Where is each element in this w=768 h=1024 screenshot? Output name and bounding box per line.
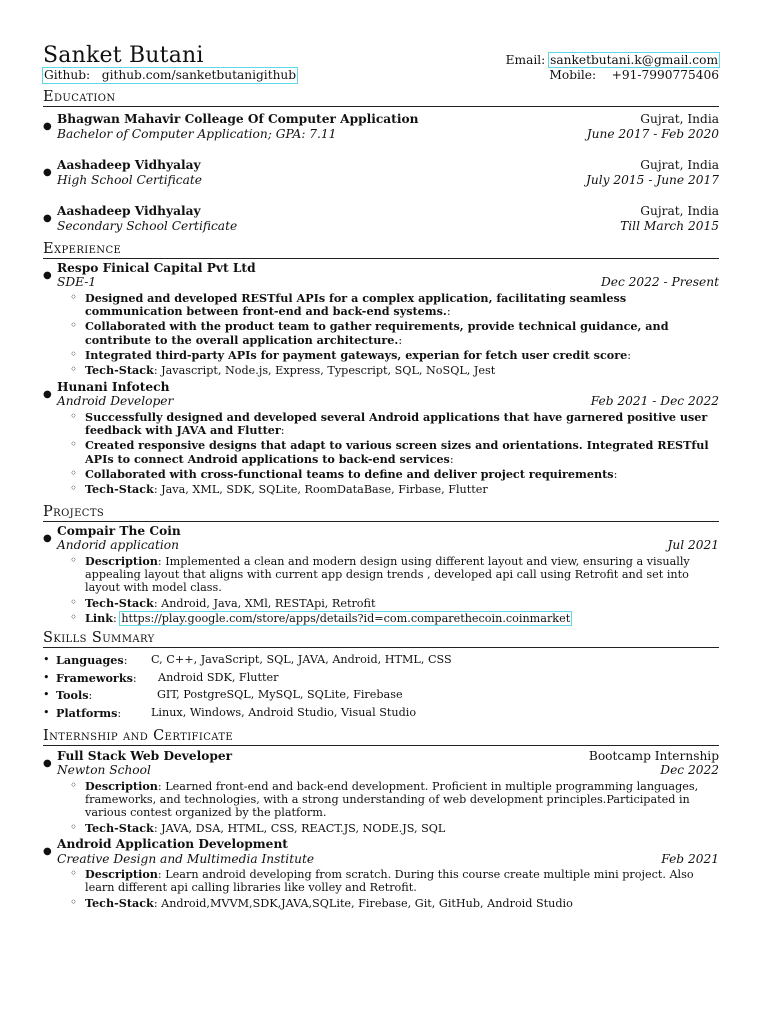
list-item: ◦ Tech-Stack: JAVA, DSA, HTML, CSS, REACT.JS, NODE.JS, SQL xyxy=(84,822,719,835)
list-item: ◦ Link: https://play.google.com/store/apps/details?id=com.comparethecoin.coinmarket xyxy=(84,612,719,625)
list-item: ◦ Collaborated with the product team to gather requirements, provide technical guidance, and contribute to the overall application architecture.: xyxy=(84,320,719,347)
company-name: Hunani Infotech xyxy=(57,379,170,394)
school-location: Gujrat, India xyxy=(640,112,719,126)
project-name: Compair The Coin xyxy=(57,523,181,538)
list-item: ◦ Description: Implemented a clean and modern design using different layout and view, ensuring a visually appealing layout that aligns with current app design trends , developed api call using Retrofit and set into layout with model class. xyxy=(84,555,719,595)
bullet-dot: ● xyxy=(43,757,52,769)
internship-entry xyxy=(43,836,719,910)
school-name: Aashadeep Vidhyalay xyxy=(57,158,201,173)
section-experience-title: Experience xyxy=(43,241,719,259)
bullet-dot: ● xyxy=(43,213,52,225)
list-item: ◦ Designed and developed RESTful APIs for a complex application, facilitating seamless communication between front-end and back-end systems.: xyxy=(84,292,719,319)
experience-bullets xyxy=(84,292,719,378)
bullet-dot: ● xyxy=(43,532,52,544)
experience-entry xyxy=(43,379,719,497)
github-url: github.com/sanketbutanigithub xyxy=(101,68,297,82)
list-item: ◦ Tech-Stack: Android,MVVM,SDK,JAVA,SQLite, Firebase, Git, GitHub, Android Studio xyxy=(84,897,719,910)
header-top-row xyxy=(43,44,719,68)
job-dates: Feb 2021 - Dec 2022 xyxy=(590,394,719,409)
school-location: Gujrat, India xyxy=(640,158,719,173)
internship-org: Creative Design and Multimedia Institute xyxy=(57,851,315,866)
email-label: Email: xyxy=(505,53,546,67)
school-name: Bhagwan Mahavir Colleage Of Computer Application xyxy=(57,112,419,126)
internship-name: Android Application Development xyxy=(57,836,288,851)
internship-org: Newton School xyxy=(57,763,151,778)
candidate-name: Sanket Butani xyxy=(43,43,204,68)
section-education-title: Education xyxy=(43,89,719,107)
project-bullets xyxy=(84,555,719,625)
list-item: ◦ Created responsive designs that adapt to various screen sizes and orientations. Integrated RESTful APIs to connect Android applications to back-end services: xyxy=(84,439,719,466)
email-line xyxy=(506,53,719,68)
github-link[interactable] xyxy=(43,68,297,83)
internship-bullets xyxy=(84,868,719,910)
education-entry xyxy=(43,112,719,141)
bullet-dot: ● xyxy=(43,269,52,281)
project-subtitle: Andorid application xyxy=(57,538,179,553)
project-link[interactable]: https://play.google.com/store/apps/details?id=com.comparethecoin.coinmarket xyxy=(121,611,571,625)
school-name: Aashadeep Vidhyalay xyxy=(57,204,201,219)
mobile-number: +91-7990775406 xyxy=(611,68,719,82)
education-dates: June 2017 - Feb 2020 xyxy=(586,126,719,141)
experience-bullets xyxy=(84,411,719,497)
list-item: ◦ Tech-Stack: Android, Java, XMl, RESTApi, Retrofit xyxy=(84,597,719,610)
degree: Secondary School Certificate xyxy=(57,218,238,233)
bullet-dot: ● xyxy=(43,845,52,857)
email-link[interactable]: sanketbutani.k@gmail.com xyxy=(550,53,718,67)
resume-page xyxy=(43,44,719,912)
job-role: Android Developer xyxy=(57,394,174,409)
mobile-label: Mobile: xyxy=(549,68,597,82)
section-internship-title: Internship and Certificate xyxy=(43,728,719,746)
skill-values: GIT, PostgreSQL, MySQL, SQLite, Firebase xyxy=(157,688,403,702)
education-entry xyxy=(43,158,719,187)
list-item: ◦ Integrated third-party APIs for payment gateways, experian for fetch user credit score: xyxy=(84,349,719,362)
project-dates: Jul 2021 xyxy=(667,538,719,553)
internship-dates: Feb 2021 xyxy=(661,851,719,866)
school-location: Gujrat, India xyxy=(640,204,719,219)
header-bottom-row xyxy=(43,68,719,83)
list-item: • Platforms: Linux, Windows, Android Studio, Visual Studio xyxy=(43,705,719,723)
skills-list xyxy=(43,652,719,722)
bullet-dot: ● xyxy=(43,167,52,179)
list-item: ◦ Successfully designed and developed several Android applications that have garnered positive user feedback with JAVA and Flutter: xyxy=(84,411,719,438)
list-item: • Frameworks: Android SDK, Flutter xyxy=(43,670,719,688)
job-dates: Dec 2022 - Present xyxy=(600,275,719,290)
list-item: ◦ Tech-Stack: Javascript, Node.js, Express, Typescript, SQL, NoSQL, Jest xyxy=(84,364,719,377)
internship-name: Full Stack Web Developer xyxy=(57,748,233,763)
skill-values: Android SDK, Flutter xyxy=(158,670,279,684)
education-dates: July 2015 - June 2017 xyxy=(586,172,719,187)
job-role: SDE-1 xyxy=(57,275,97,290)
list-item: ◦ Tech-Stack: Java, XML, SDK, SQLite, RoomDataBase, Firbase, Flutter xyxy=(84,483,719,496)
experience-entry xyxy=(43,260,719,378)
list-item: ◦ Description: Learned front-end and back-end development. Proficient in multiple programming languages, frameworks, and technologies, with a strong understanding of web development principles.Participated in various contest organized by the platform. xyxy=(84,780,719,820)
degree: High School Certificate xyxy=(57,172,203,187)
internship-bullets xyxy=(84,780,719,835)
internship-entry xyxy=(43,748,719,835)
bullet-dot: ● xyxy=(43,121,52,132)
github-label: Github: xyxy=(44,68,91,82)
mobile-line xyxy=(549,68,719,83)
internship-type: Bootcamp Internship xyxy=(588,748,719,763)
skill-values: Linux, Windows, Android Studio, Visual Studio xyxy=(151,705,417,719)
section-skills-title: Skills Summary xyxy=(43,630,719,648)
education-entry xyxy=(43,204,719,233)
skill-values: C, C++, JavaScript, SQL, JAVA, Android, HTML, CSS xyxy=(151,653,452,667)
company-name: Respo Finical Capital Pvt Ltd xyxy=(57,260,256,275)
list-item: • Tools: GIT, PostgreSQL, MySQL, SQLite, Firebase xyxy=(43,687,719,705)
education-dates: Till March 2015 xyxy=(620,218,719,233)
list-item: ◦ Collaborated with cross-functional teams to define and deliver project requirements: xyxy=(84,468,719,481)
list-item: ◦ Description: Learn android developing from scratch. During this course create multiple mini project. Also learn different api calling libraries like volley and Retrofit. xyxy=(84,868,719,895)
project-entry xyxy=(43,523,719,626)
degree: Bachelor of Computer Application; GPA: 7.11 xyxy=(57,126,337,141)
list-item: • Languages: C, C++, JavaScript, SQL, JAVA, Android, HTML, CSS xyxy=(43,652,719,670)
internship-dates: Dec 2022 xyxy=(660,763,719,778)
bullet-dot: ● xyxy=(43,388,52,400)
section-projects-title: Projects xyxy=(43,504,719,522)
